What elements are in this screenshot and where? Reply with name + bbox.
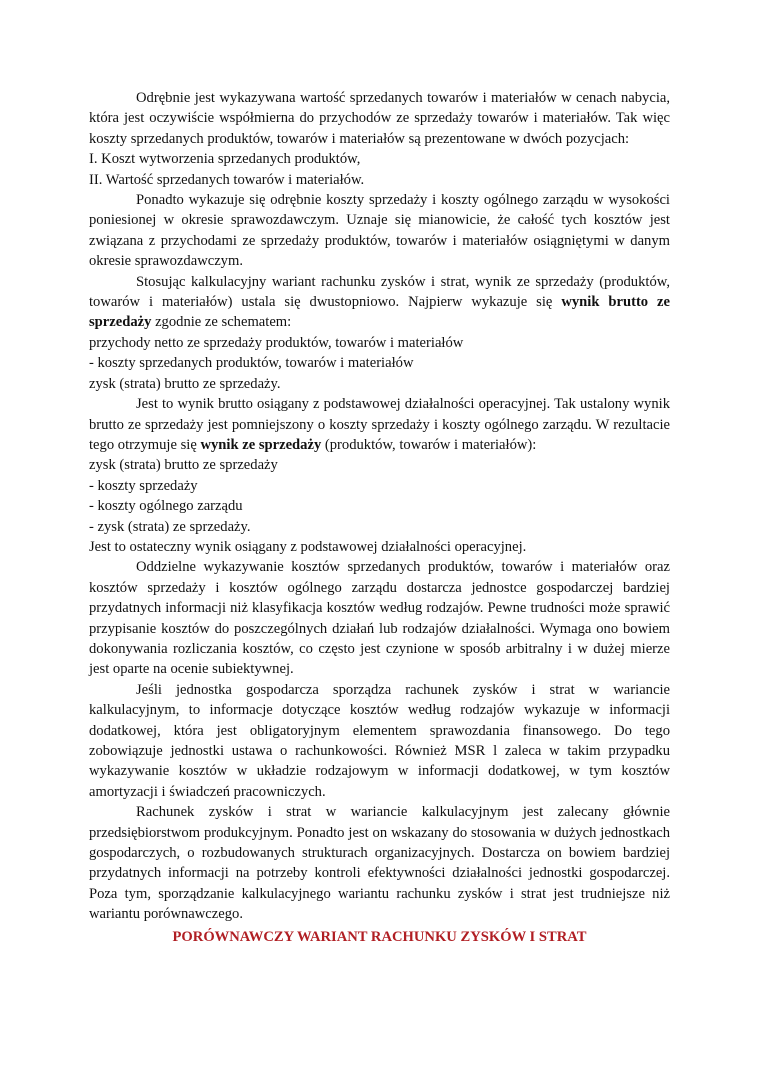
paragraph-6: Jeśli jednostka gospodarcza sporządza rachunek zysków i strat w wariancie kalkulacyjnym, to informacje dotyczące kosztów według rodzajów wykazuje w informacji dodatkowej, która jest obligatoryjnym elementem sprawozdania finansowego. Do tego zobowiązuje jednostki ustawa o rachunkowości. Również MSR l zaleca w takim przypadku wykazywanie kosztów w układzie rodzajowym w informacji dodatkowej, w tym kosztów amortyzacji i świadczeń pracowniczych. — [89, 681, 670, 800]
paragraph-1: Odrębnie jest wykazywana wartość sprzedanych towarów i materiałów w cenach nabycia, która jest oczywiście współmierna do przychodów ze sprzedaży towarów i materiałów. Tak więc koszty sprzedanych produktów, towarów i materiałów są prezentowane w dwóch pozycjach: — [89, 90, 670, 147]
paragraph-2: Ponadto wykazuje się odrębnie koszty sprzedaży i koszty ogólnego zarządu w wysokości poniesionej w okresie sprawozdawczym. Uznaje się mianowicie, że całość tych kosztów jest związana z przychodami ze sprzedaży produktów, towarów i materiałów osiągniętymi w danym okresie sprawozdawczym. — [89, 192, 670, 270]
scheme-line: zysk (strata) brutto ze sprzedaży — [89, 457, 278, 474]
sales-result-term: wynik ze sprzedaży — [200, 436, 322, 453]
paragraph-3 — [89, 272, 670, 333]
paragraph-4 — [89, 394, 670, 455]
document-page — [89, 88, 670, 947]
gross-result-term: wynik brutto ze sprzedaży — [89, 294, 670, 331]
list-item: I. Koszt wytworzenia sprzedanych produktów, — [89, 151, 361, 168]
scheme-line: - koszty ogólnego zarządu — [89, 498, 243, 515]
scheme-line: - zysk (strata) ze sprzedaży. — [89, 518, 251, 535]
paragraph-3-text: Stosując kalkulacyjny wariant rachunku zysków i strat, wynik ze sprzedaży (produktów, towarów i materiałów) ustala się dwustopniowo. Najpierw wykazuje się — [89, 273, 670, 311]
scheme-line: - koszty sprzedaży — [89, 477, 198, 494]
scheme-line: przychody netto ze sprzedaży produktów, towarów i materiałów — [89, 334, 464, 351]
paragraph-4-tail: (produktów, towarów i materiałów): — [321, 436, 537, 453]
paragraph-4-text: Jest to wynik brutto osiągany z podstawowej działalności operacyjnej. Tak ustalony wynik brutto ze sprzedaży jest pomniejszony o koszty sprzedaży i koszty ogólnego zarządu. W rezultacie tego otrzymuje się — [89, 396, 670, 453]
paragraph-5: Oddzielne wykazywanie kosztów sprzedanych produktów, towarów i materiałów oraz kosztów sprzedaży i kosztów ogólnego zarządu dostarcza jednostce gospodarczej bardziej przydatnych informacji niż klasyfikacja kosztów według rodzajów. Pewne trudności może sprawić przypisanie kosztów do poszczególnych działań lub rodzajów działalności. Wymaga ono bowiem dokonywania rozliczania kosztów, co często jest czynione w sposób arbitralny i w dużej mierze jest oparte na ocenie subiektywnej. — [89, 559, 670, 678]
paragraph-3-tail: zgodnie ze schematem: — [151, 314, 292, 331]
section-heading: PORÓWNAWCZY WARIANT RACHUNKU ZYSKÓW I STRAT — [172, 928, 587, 945]
scheme-line: - koszty sprzedanych produktów, towarów i materiałów — [89, 355, 414, 372]
paragraph-7: Rachunek zysków i strat w wariancie kalkulacyjnym jest zalecany głównie przedsiębiorstwom produkcyjnym. Ponadto jest on wskazany do stosowania w dużych jednostkach gospodarczych, o rozbudowanych strukturach organizacyjnych. Dostarcza on bowiem bardziej przydatnych informacji na potrzeby kontroli efektywności działalności jednostki gospodarczej. Poza tym, sporządzanie kalkulacyjnego wariantu rachunku zysków i strat jest trudniejsze niż wariantu porównawczego. — [89, 804, 670, 923]
scheme-line: Jest to ostateczny wynik osiągany z podstawowej działalności operacyjnej. — [89, 538, 527, 555]
scheme-line: zysk (strata) brutto ze sprzedaży. — [89, 375, 281, 392]
list-item: II. Wartość sprzedanych towarów i materiałów. — [89, 171, 365, 188]
